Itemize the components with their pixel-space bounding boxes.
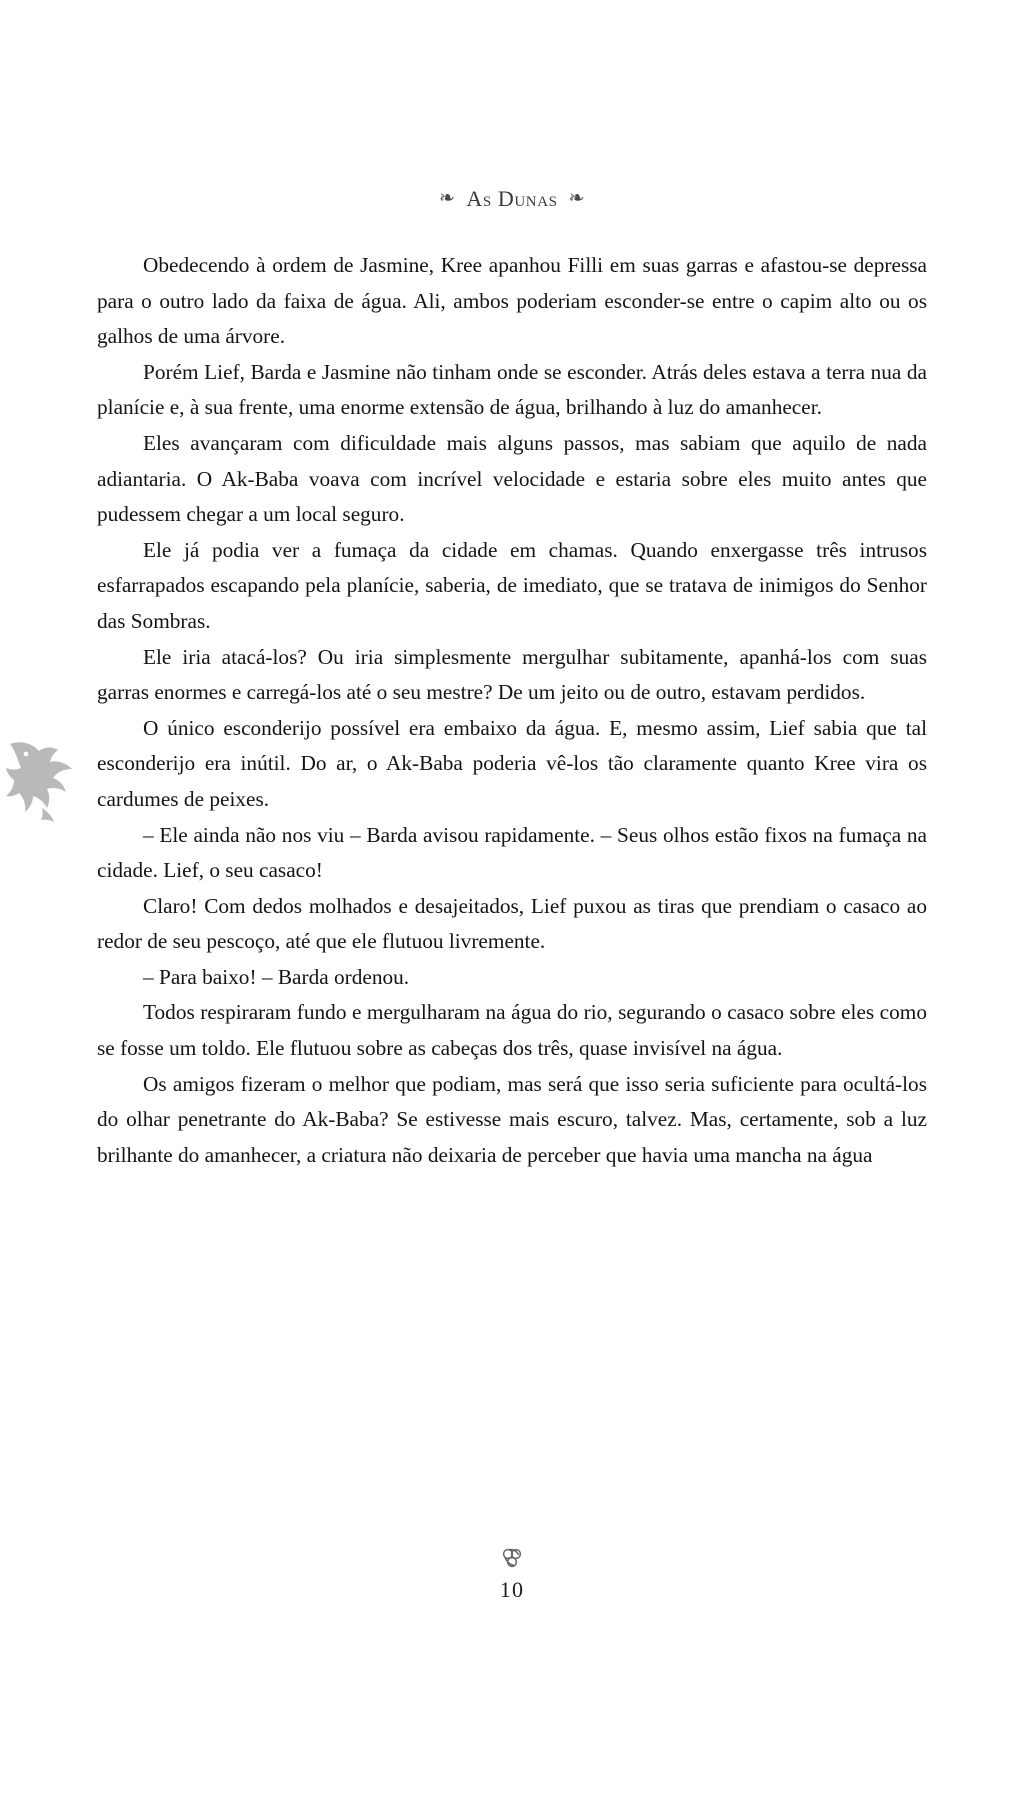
paragraph: Eles avançaram com dificuldade mais alguns passos, mas sabiam que aquilo de nada adiantaria. O Ak-Baba voava com incrível velocidade e estaria sobre eles muito antes que pudessem chegar a um local seguro. xyxy=(97,430,927,527)
paragraph: Claro! Com dedos molhados e desajeitados, Lief puxou as tiras que prendiam o casaco ao redor de seu pescoço, até que ele flutuou livremente. xyxy=(97,893,927,954)
running-head xyxy=(0,186,1024,212)
celtic-knot-ornament-icon xyxy=(499,1545,525,1571)
body-text xyxy=(97,248,927,1173)
page-footer xyxy=(0,1545,1024,1603)
paragraph: Obedecendo à ordem de Jasmine, Kree apanhou Filli em suas garras e afastou-se depressa para o outro lado da faixa de água. Ali, ambos poderiam esconder-se entre o capim alto ou os galhos de uma árvore. xyxy=(97,253,927,349)
paragraph: O único esconderijo possível era embaixo da água. E, mesmo assim, Lief sabia que tal esconderijo era inútil. Do ar, o Ak-Baba poderia vê-los tão claramente quanto Kree vira os cardumes de peixes. xyxy=(97,715,927,811)
flourish-left-icon: ❧ xyxy=(438,188,456,209)
dragon-marginalia-icon xyxy=(6,738,88,830)
paragraph-dialogue: – Ele ainda não nos viu – Barda avisou rapidamente. – Seus olhos estão fixos na fumaça na cidade. Lief, o seu casaco! xyxy=(97,822,927,883)
paragraph: Os amigos fizeram o melhor que podiam, mas será que isso seria suficiente para ocultá-los do olhar penetrante do Ak-Baba? Se estivesse mais escuro, talvez. Mas, certamente, sob a luz brilhante do amanhecer, a criatura não deixaria de perceber que havia uma mancha na água xyxy=(97,1071,927,1167)
paragraph: Ele iria atacá-los? Ou iria simplesmente mergulhar subitamente, apanhá-los com suas garras enormes e carregá-los até o seu mestre? De um jeito ou de outro, estavam perdidos. xyxy=(97,644,927,705)
paragraph: Porém Lief, Barda e Jasmine não tinham onde se esconder. Atrás deles estava a terra nua da planície e, à sua frente, uma enorme extensão de água, brilhando à luz do amanhecer. xyxy=(97,359,927,420)
paragraph-dialogue: – Para baixo! – Barda ordenou. xyxy=(143,964,410,989)
paragraph: Ele já podia ver a fumaça da cidade em chamas. Quando enxergasse três intrusos esfarrapados escapando pela planície, saberia, de imediato, que se tratava de inimigos do Senhor das Sombras. xyxy=(97,537,927,633)
page-number: 10 xyxy=(499,1577,525,1602)
running-head-title: As Dunas xyxy=(466,186,558,211)
paragraph: Todos respiraram fundo e mergulharam na água do rio, segurando o casaco sobre eles como se fosse um toldo. Ele flutuou sobre as cabeças dos três, quase invisível na água. xyxy=(97,1000,927,1061)
flourish-right-icon: ❧ xyxy=(568,188,586,209)
